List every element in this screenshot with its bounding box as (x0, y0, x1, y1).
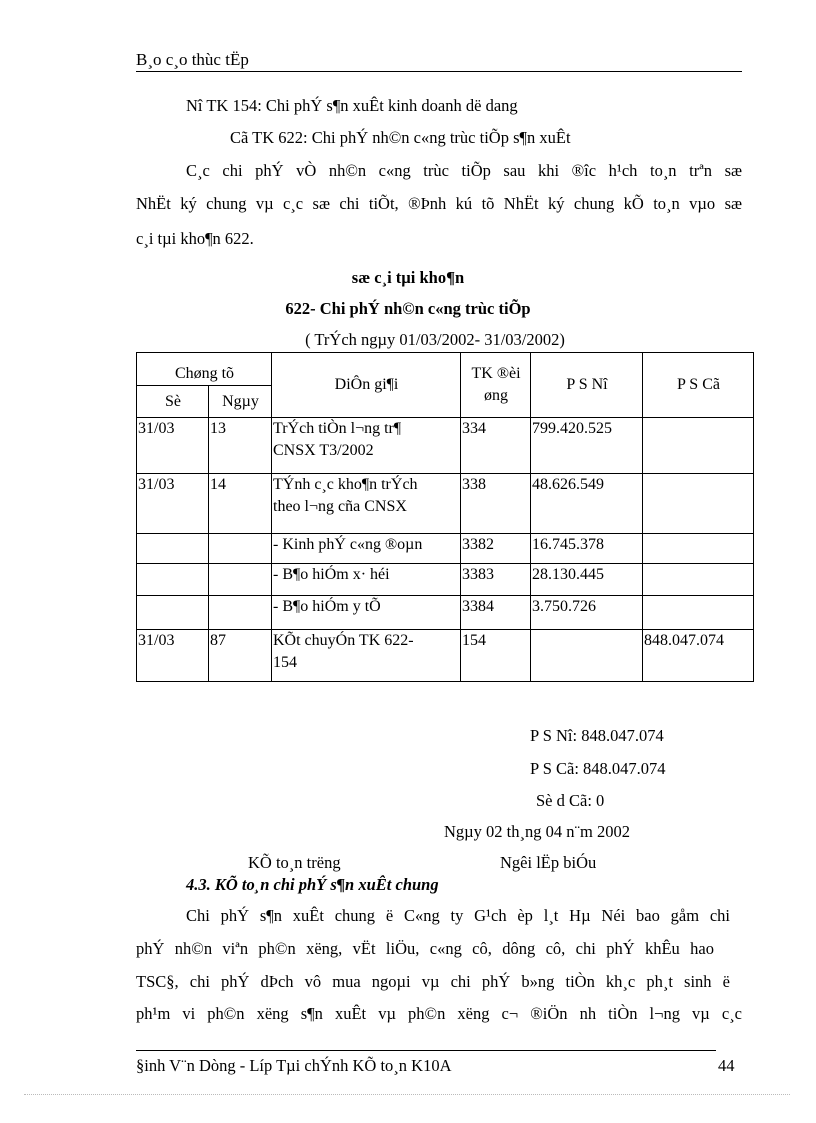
cell-dien-giai-line-2: theo l¬ng cña CNSX (273, 498, 407, 515)
ledger-subtitle: 622- Chi phÝ nh©n c«ng trùc tiÕp (285, 299, 531, 318)
col-header-ps-co: P S Cã (643, 353, 754, 418)
table-header-row (137, 353, 754, 386)
table-row (137, 534, 754, 564)
section-paragraph-line-4: ph¹m vi ph©n xëng s¶n xuÊt vµ ph©n xëng c¬ ®iÖn nh tiÒn l¬ng vµ c¸c (136, 1004, 742, 1023)
cell-ps-co (643, 596, 754, 630)
cell-dien-giai (272, 630, 461, 682)
cell-dien-giai-line-2: CNSX T3/2002 (273, 442, 374, 459)
cell-ps-no: 48.626.549 (531, 474, 643, 534)
cell-so: 31/03 (137, 630, 209, 682)
cell-dien-giai-line-2: 154 (273, 654, 297, 671)
col-header-tk-doi-ung (461, 353, 531, 418)
table-row (137, 564, 754, 596)
cell-dien-giai-line-1: TÝnh c¸c kho¶n trÝch (273, 476, 418, 493)
cell-ngay (209, 596, 272, 630)
cell-tk: 3384 (461, 596, 531, 630)
total-debit: P S Nî: 848.047.074 (530, 726, 664, 745)
section-paragraph-line-3: TSC§, chi phÝ dÞch vô mua ngoµi vµ chi phÝ b»ng tiÒn kh¸c ph¸t sinh ë (136, 972, 730, 991)
intro-paragraph-line-1: C¸c chi phÝ vÒ nh©n c«ng trùc tiÕp sau khi ®îc h¹ch to¸n trªn sæ (186, 161, 742, 180)
table-row (137, 596, 754, 630)
cell-dien-giai-line-1: TrÝch tiÒn l¬ng tr¶ (273, 420, 402, 437)
cell-ps-no (531, 630, 643, 682)
col-header-so: Sè (137, 386, 209, 418)
col-header-tk-line-2: øng (484, 387, 508, 404)
table-row (137, 474, 754, 534)
table-row (137, 630, 754, 682)
section-paragraph-line-1: Chi phÝ s¶n xuÊt chung ë C«ng ty G¹ch èp l¸t Hµ Néi bao gåm chi (186, 906, 730, 925)
cell-dien-giai (272, 418, 461, 474)
cell-dien-giai: - B¶o hiÓm x· héi (272, 564, 461, 596)
page-bottom-divider (24, 1094, 790, 1095)
header-rule (136, 71, 742, 72)
cell-ps-co (643, 564, 754, 596)
intro-paragraph-line-3: c¸i tµi kho¶n 622. (136, 229, 254, 248)
col-header-dien-giai: DiÔn gi¶i (272, 353, 461, 418)
cell-ps-no: 28.130.445 (531, 564, 643, 596)
cell-ps-no: 16.745.378 (531, 534, 643, 564)
ledger-table (136, 352, 754, 682)
cell-so (137, 596, 209, 630)
section-paragraph-line-2: phÝ nh©n viªn ph©n xëng, vËt liÖu, c«ng cô, dông cô, chi phÝ khÊu hao (136, 939, 714, 958)
table-row (137, 418, 754, 474)
entry-credit-line: Cã TK 622: Chi phÝ nh©n c«ng trùc tiÕp s¶n xuÊt (230, 128, 571, 147)
col-header-tk-line-1: TK ®èi (471, 365, 521, 382)
cell-tk: 3382 (461, 534, 531, 564)
cell-ngay (209, 564, 272, 596)
total-credit: P S Cã: 848.047.074 (530, 759, 666, 778)
cell-ngay (209, 534, 272, 564)
cell-tk: 154 (461, 630, 531, 682)
cell-ngay: 14 (209, 474, 272, 534)
ledger-title: sæ c¸i tµi kho¶n (351, 268, 465, 287)
page-number: 44 (718, 1056, 735, 1075)
cell-dien-giai: - Kinh phÝ c«ng ®oµn (272, 534, 461, 564)
col-header-chung-tu: Chøng tõ (137, 353, 272, 386)
col-header-ngay: Ngµy (209, 386, 272, 418)
cell-so: 31/03 (137, 474, 209, 534)
ledger-period: ( TrÝch ngµy 01/03/2002- 31/03/2002) (305, 330, 565, 349)
cell-ps-co (643, 534, 754, 564)
cell-so (137, 534, 209, 564)
cell-tk: 3383 (461, 564, 531, 596)
report-date: Ngµy 02 th¸ng 04 n¨m 2002 (444, 822, 630, 841)
cell-dien-giai-line-1: KÕt chuyÓn TK 622- (273, 632, 414, 649)
cell-tk: 338 (461, 474, 531, 534)
cell-ps-co (643, 418, 754, 474)
col-header-ps-no: P S Nî (531, 353, 643, 418)
cell-ps-co: 848.047.074 (643, 630, 754, 682)
cell-ngay: 13 (209, 418, 272, 474)
footer-author: §inh V¨n Dòng - Líp Tµi chÝnh KÕ to¸n K10A (136, 1056, 452, 1075)
cell-ps-co (643, 474, 754, 534)
cell-so (137, 564, 209, 596)
cell-tk: 334 (461, 418, 531, 474)
cell-ps-no: 799.420.525 (531, 418, 643, 474)
intro-paragraph-line-2: NhËt ký chung vµ c¸c sæ chi tiÕt, ®Þnh kú tõ NhËt ký chung kÕ to¸n vµo sæ (136, 194, 742, 213)
signature-chief-accountant: KÕ to¸n trëng (248, 853, 341, 872)
entry-debit-line: Nî TK 154: Chi phÝ s¶n xuÊt kinh doanh dë dang (186, 96, 518, 115)
cell-dien-giai (272, 474, 461, 534)
cell-ngay: 87 (209, 630, 272, 682)
page-header-title: B¸o c¸o thùc tËp (136, 50, 249, 69)
closing-balance: Sè d Cã: 0 (536, 791, 605, 810)
signature-preparer: Ngêi lËp biÓu (500, 853, 597, 872)
cell-dien-giai: - B¶o hiÓm y tÕ (272, 596, 461, 630)
section-heading: 4.3. KÕ to¸n chi phÝ s¶n xuÊt chung (186, 875, 439, 894)
cell-ps-no: 3.750.726 (531, 596, 643, 630)
footer-rule (136, 1050, 716, 1051)
cell-so: 31/03 (137, 418, 209, 474)
